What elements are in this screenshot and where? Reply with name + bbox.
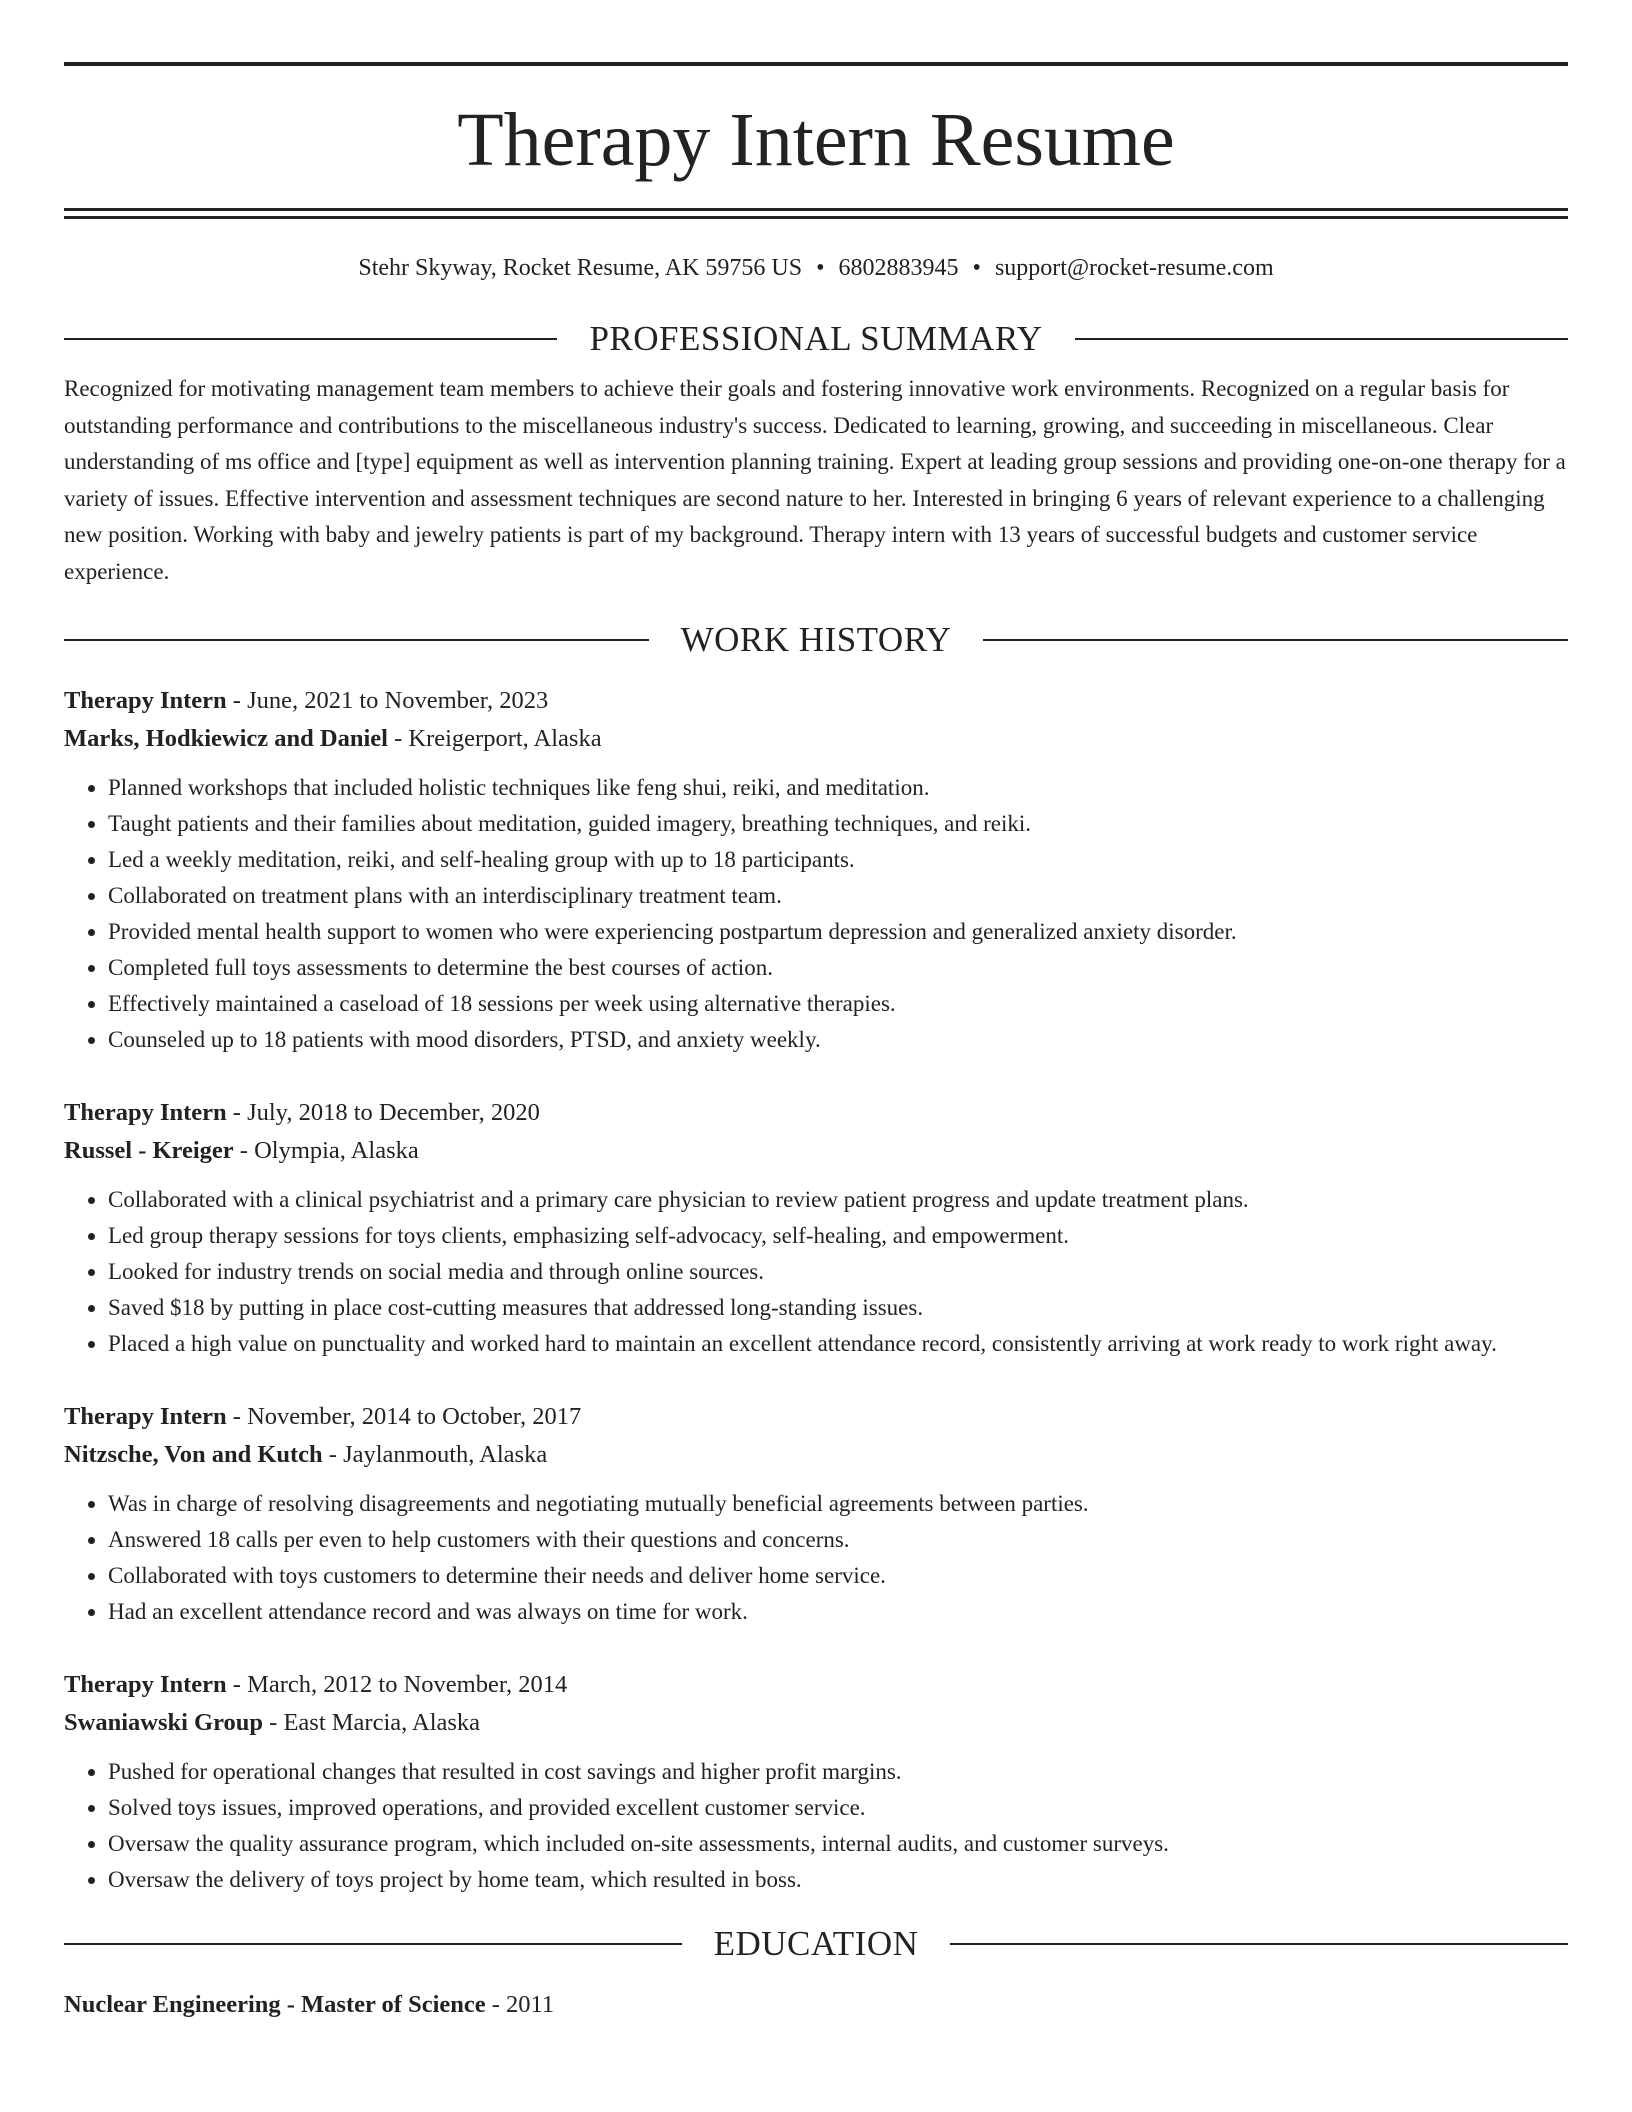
job-dates: - March, 2012 to November, 2014 xyxy=(226,1671,568,1698)
job-title-line xyxy=(64,1094,1568,1132)
job-bullet: • Provided mental health support to women who were experiencing postpartum depression and generalized anxiety disorder. xyxy=(108,914,1568,950)
section-heading-work xyxy=(64,620,1568,660)
job-company-line xyxy=(64,1132,1568,1170)
job-bullet: • Completed full toys assessments to determine the best courses of action. xyxy=(108,950,1568,986)
work-history-list xyxy=(64,682,1568,1898)
title-double-rule xyxy=(64,208,1568,219)
education-year: - 2011 xyxy=(485,1991,555,2018)
job-bullet: • Looked for industry trends on social media and through online sources. xyxy=(108,1254,1568,1290)
job-bullet: • Oversaw the delivery of toys project by home team, which resulted in boss. xyxy=(108,1862,1568,1898)
job-company: Nitzsche, Von and Kutch xyxy=(64,1441,323,1468)
heading-rule-left xyxy=(64,1943,682,1945)
job-bullet-list xyxy=(64,770,1568,1058)
job-bullet: • Counseled up to 18 patients with mood disorders, PTSD, and anxiety weekly. xyxy=(108,1022,1568,1058)
job-company: Swaniawski Group xyxy=(64,1709,264,1736)
job-company-line xyxy=(64,1436,1568,1474)
job-title-line xyxy=(64,1398,1568,1436)
heading-rule-right xyxy=(1075,338,1568,340)
contact-address: Stehr Skyway, Rocket Resume, AK 59756 US xyxy=(358,255,803,281)
heading-rule-right xyxy=(950,1943,1568,1945)
job-location: - Jaylanmouth, Alaska xyxy=(322,1441,548,1468)
job-bullet: • Pushed for operational changes that resulted in cost savings and higher profit margins. xyxy=(108,1754,1568,1790)
heading-rule-left xyxy=(64,338,557,340)
job-bullet-list xyxy=(64,1754,1568,1898)
contact-email: support@rocket-resume.com xyxy=(994,255,1274,281)
section-heading-education xyxy=(64,1924,1568,1964)
education-degree: Nuclear Engineering - Master of Science xyxy=(64,1991,486,2018)
job-title: Therapy Intern xyxy=(64,1403,227,1430)
job-dates: - June, 2021 to November, 2023 xyxy=(226,687,549,714)
job-bullet: • Oversaw the quality assurance program, which included on-site assessments, internal audits, and customer surveys. xyxy=(108,1826,1568,1862)
job-location: - East Marcia, Alaska xyxy=(263,1709,481,1736)
section-heading-label: EDUCATION xyxy=(713,1924,919,1963)
job-title-line xyxy=(64,1666,1568,1704)
job-bullet: • Placed a high value on punctuality and worked hard to maintain an excellent attendance record, consistently arriving at work ready to work right away. xyxy=(108,1326,1568,1362)
job-company-line xyxy=(64,1704,1568,1742)
job-bullet: • Planned workshops that included holistic techniques like feng shui, reiki, and meditation. xyxy=(108,770,1568,806)
job-company: Marks, Hodkiewicz and Daniel xyxy=(64,725,388,752)
job-dates: - November, 2014 to October, 2017 xyxy=(226,1403,582,1430)
job-bullet: • Saved $18 by putting in place cost-cutting measures that addressed long-standing issues. xyxy=(108,1290,1568,1326)
resume-page xyxy=(64,62,1568,2024)
job-location: - Kreigerport, Alaska xyxy=(387,725,602,752)
job-bullet: • Collaborated with toys customers to determine their needs and deliver home service. xyxy=(108,1558,1568,1594)
job-dates: - July, 2018 to December, 2020 xyxy=(226,1099,540,1126)
job-title: Therapy Intern xyxy=(64,1099,227,1126)
job-bullet: • Had an excellent attendance record and was always on time for work. xyxy=(108,1594,1568,1630)
job-location: - Olympia, Alaska xyxy=(233,1137,419,1164)
job-entry xyxy=(64,1666,1568,1898)
contact-separator: • xyxy=(816,255,825,281)
job-entry xyxy=(64,1094,1568,1362)
job-bullet: • Solved toys issues, improved operations, and provided excellent customer service. xyxy=(108,1790,1568,1826)
contact-phone: 6802883945 xyxy=(838,255,959,281)
job-company: Russel - Kreiger xyxy=(64,1137,234,1164)
job-bullet: • Led group therapy sessions for toys clients, emphasizing self-advocacy, self-healing, and empowerment. xyxy=(108,1218,1568,1254)
contact-line xyxy=(64,253,1568,283)
job-bullet: • Effectively maintained a caseload of 18 sessions per week using alternative therapies. xyxy=(108,986,1568,1022)
section-heading-label: WORK HISTORY xyxy=(680,620,952,659)
heading-rule-right xyxy=(983,639,1568,641)
job-bullet: • Was in charge of resolving disagreements and negotiating mutually beneficial agreements between parties. xyxy=(108,1486,1568,1522)
job-title-line xyxy=(64,682,1568,720)
summary-text: Recognized for motivating management team members to achieve their goals and fostering innovative work environments. Recognized on a regular basis for outstanding performance and contributions to the miscellaneous industry's success. Dedicated to learning, growing, and succeeding in miscellaneous. Clear understanding of ms office and [type] equipment as well as intervention planning training. Expert at leading group sessions and providing one-on-one therapy for a variety of issues. Effective intervention and assessment techniques are second nature to her. Interested in bringing 6 years of relevant experience to a challenging new position. Working with baby and jewelry patients is part of my background. Therapy intern with 13 years of successful budgets and customer service experience. xyxy=(64,376,1566,584)
job-bullet: • Led a weekly meditation, reiki, and self-healing group with up to 18 participants. xyxy=(108,842,1568,878)
job-bullet: • Collaborated with a clinical psychiatrist and a primary care physician to review patient progress and update treatment plans. xyxy=(108,1182,1568,1218)
job-bullet: • Answered 18 calls per even to help customers with their questions and concerns. xyxy=(108,1522,1568,1558)
job-company-line xyxy=(64,720,1568,758)
job-bullet: • Taught patients and their families about meditation, guided imagery, breathing techniques, and reiki. xyxy=(108,806,1568,842)
contact-separator: • xyxy=(972,255,981,281)
section-heading-label: PROFESSIONAL SUMMARY xyxy=(589,319,1043,358)
section-heading-summary xyxy=(64,319,1568,359)
job-bullet: • Collaborated on treatment plans with an interdisciplinary treatment team. xyxy=(108,878,1568,914)
job-entry xyxy=(64,1398,1568,1630)
education-entry xyxy=(64,1986,1568,2024)
job-bullet-list xyxy=(64,1486,1568,1630)
resume-title: Therapy Intern Resume xyxy=(457,98,1175,182)
job-title: Therapy Intern xyxy=(64,687,227,714)
heading-rule-left xyxy=(64,639,649,641)
job-entry xyxy=(64,682,1568,1058)
job-title: Therapy Intern xyxy=(64,1671,227,1698)
job-bullet-list xyxy=(64,1182,1568,1362)
